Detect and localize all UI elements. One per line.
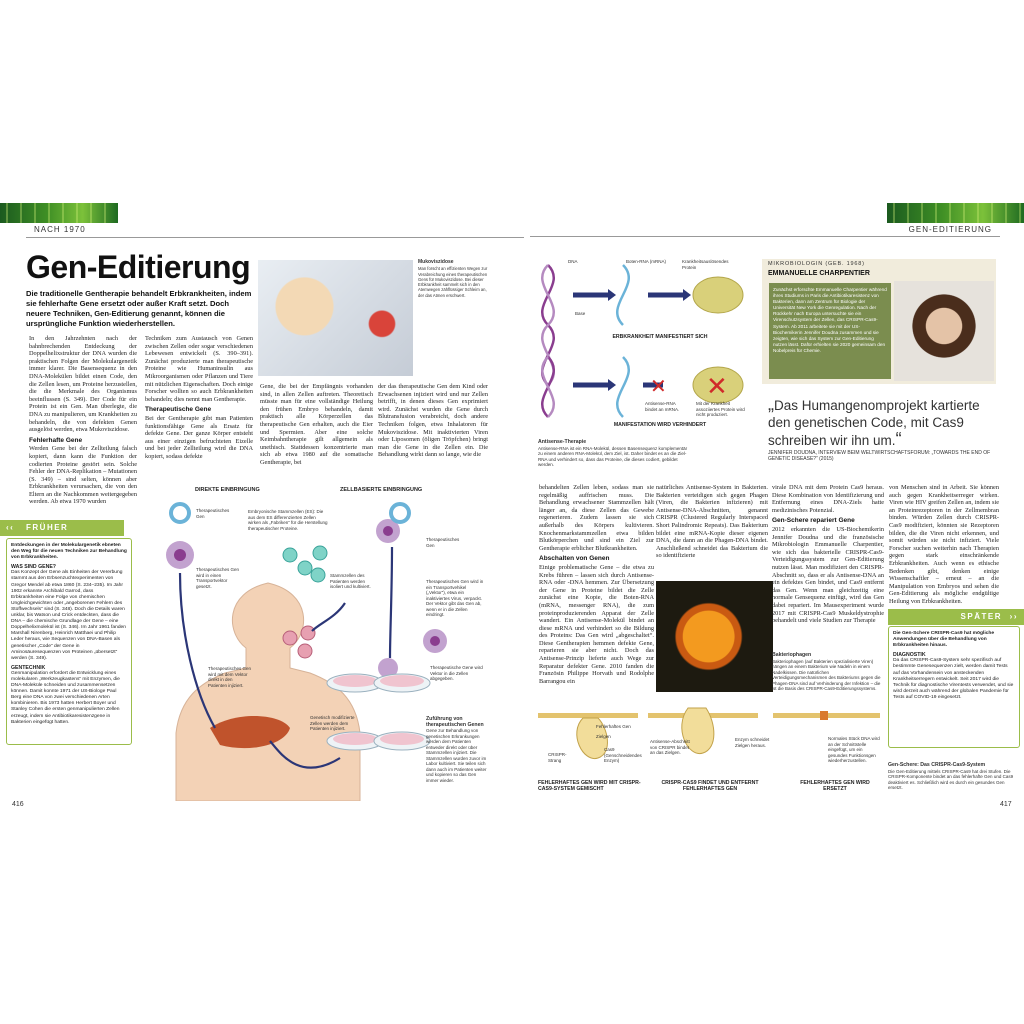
charpentier-portrait	[894, 281, 994, 381]
spaeter-text-1: Da das CRISPR-Cas9-System sehr spezifisch auf bestimmte Genesequenzen zielt, werden damit Tests auf das Vorhandensein von ansteckenden Krankheitserregern entwickelt. Seit 2017 wird die Technik für diagnostische Virentests verwendet, und sie wird derzeit auch während der globalen Pandemie für Tests auf COVID-19 eingesetzt.	[893, 658, 1014, 700]
label-transport-vector: Therapeutisches Gen wird in einen Transportvektor gesetzt.	[196, 567, 240, 589]
page-number-left: 416	[12, 801, 24, 808]
dia-title-prevented: MANIFESTATION WIRD VERHINDERT	[613, 422, 707, 428]
diagram-cell-heading: ZELLBASIERTE EINBRINGUNG	[340, 487, 423, 493]
photo-caption	[418, 260, 488, 298]
crispr-label-faulty: Fehlerhaftes Gen	[596, 724, 631, 729]
dia-dna-label: DNA	[568, 259, 578, 264]
crispr-label-cut: Enzym schneidet Zielgen heraus.	[735, 737, 770, 748]
diagram-direct-heading: DIREKTE EINBRINGUNG	[195, 487, 260, 493]
running-head-left: NACH 1970	[26, 223, 524, 238]
frueher-box	[6, 538, 132, 745]
frueher-text-1: Das Konzept der Gene als Einheiten der Vererbung stammt aus den Erbsenzuchtexperimenten von Gregor Mendel ab etwa 1860 (S. 234–235). Im Jahr 1902 erkannte Archibald Garrod, dass Erbkrankheiten eine Folge von chemischen Ungleichgewichten oder „angeborenen Fehlern des Stoffwechsels“ sind (S. 348). Doch die Details waren unklar, bis Watson und Crick entdeckten, dass die DNA – die chemische Grundlage der Gene – eine Doppelhelixmolekül ist (S. 346). Im Jahr 1961 fanden Marshall Nirenberg, Heinrich Matthaei und Philip Leder heraus, wie Sequenzen von DNA-Basen als genetischer „Code“ der Gene in Aminosäuresequenzen von Proteinen „übersetzt“ werden (S. 349).	[11, 570, 126, 661]
left-col1-heading: Fehlerhafte Gene	[29, 436, 83, 444]
spaeter-intro: Die Gen-Schere CRISPR-Cas9 hat mögliche Anwendungen über die Behandlung von Erbkrankheiten hinaus.	[893, 631, 995, 649]
right-col3-text: virale DNA mit dem Protein Cas9 heraus. Diese Kombination von Identifizierung und Entfernung eines DNA-Ziels hatte medizinisches Potenzial.	[772, 484, 884, 514]
spaeter-arrow-icon: ››	[1009, 612, 1018, 621]
quote-source: JENNIFER DOUDNA, INTERVIEW BEIM WELTWIRTSCHAFTSFORUM: „TOWARDS THE END OF GENETIC DISEASE?“ (2015)	[768, 450, 991, 463]
right-col1-text2: Einige problematische Gene – die etwa zu Krebs führen – lassen sich durch Antisense-RNA oder -DNA hemmen. Zur Übersetzung der Gene in Proteine bildet die Zelle zunächst eine Kopie, die Boten-RNA (mRNA, messenger RNA), die zum proteinproduzierenden Apparat der Zelle wandert. Ein Antisense-Molekül bindet an diese mRNA und verhindert so die Bildung des Proteins: Das Gen wird „abgeschaltet“.	[539, 563, 654, 640]
phage-caption-title: Bakteriophagen	[772, 652, 812, 658]
right-col3-heading: Gen-Schere repariert Gene	[772, 517, 855, 525]
mrna-strand-2	[617, 357, 629, 417]
phage-caption-text: Bakteriophagen (auf Bakterien spezialisierte Viren) hängen an einem Bakterium wie Nadeln in einem Nadelkissen. Die natürlichen Verteidigungsmechanismen des Bakteriums gegen die Phagen-DNA sind auf Verhinderung der Infektion – die ist die Basis des CRISPR-Cas9-Editierungssystems.	[772, 658, 881, 691]
plasmid-icon-2	[391, 504, 409, 522]
left-column-4: der das therapeutische Gen dem Kind oder Erwachsenen injiziert wird und nur Zellen betrifft, in denen dieses Gen exprimiert wird. Zunächst wurden die Gene durch Blutransfusion verabreicht, doch andere Techniken folgen, etwa Inhalatoren für Mukoviszidose. Mit inaktivierten Viren oder Liposomen (öligen Tröpfchen) bringt man die Gene in die Zellen ein. Die Behandlung wirkt dann so lange, wie die	[378, 383, 488, 459]
doudna-quote	[768, 396, 1000, 449]
zufuhrung-title: Zuführung von therapeutischen Genen	[426, 716, 484, 728]
mrna-strand-1	[617, 265, 629, 325]
left-col2-text2: Bei der Gentherapie gibt man Patienten funktionsfähige Gene als Ersatz für defekte Gene. Der ganze Körper entsteht aus einer einzigen befruchteten Eizelle und bei jeder Zellteilung wird die DNA kopiert, sodass defekte	[145, 414, 253, 460]
quote-text: Das Humangenomprojekt kartierte den genetischen Code, mit Cas9 schreiben wir ihn um.	[768, 398, 980, 448]
zufuhrung-caption	[426, 717, 490, 783]
right-column-3	[772, 484, 884, 625]
crispr-caption	[888, 763, 1018, 791]
crispr-repair-mark	[820, 711, 828, 720]
petri-dish-2	[374, 674, 430, 692]
lead-paragraph: Die traditionelle Gentherapie behandelt Erbkrankheiten, indem sie fehlerhafte Gene ersetzt oder außer Kraft setzt. Doch neuere Techniken, Gen-Editierung genannt, können die ursprüngliche Funktion wiederherstellen.	[26, 289, 252, 328]
crispr-label-insert: Normales Stück DNA wird an der Schnittstelle eingefügt, um ein gesundes Funktionsgen wiederherzustellen.	[828, 736, 880, 763]
bacteriophage-photo	[656, 581, 773, 692]
label-embryonic-stem: Embryonische Stammzellen (ES): Die aus dem ES differenzierten Zellen wirken als „Fabriken“ für die Herstellung therapeutischer Proteine.	[248, 509, 328, 531]
child-inhaler-photo	[258, 260, 413, 376]
label-modified-cells: Genetisch modifizierte Zellen werden dem Patienten injiziert.	[310, 715, 355, 731]
frueher-arrow-icon: ‹‹	[6, 523, 15, 532]
right-column-2: natürliches Antisense-System in Bakterien. Bakterien verteidigen sich gegen Phagen (Viren, die Bakterien infizieren) mit Antisense-DNA-Abschnitten, genannt CRISPR (Clustered Regularly Interspaced Short Palindromic Repeats). Das Bakterium bildet eine mRNA-Kopie dieser eigenen DNA, die dann an die Phagen-DNA bindet. Anschließend schneidet das Bakterium die so identifizierte	[656, 484, 768, 560]
left-col2-heading: Therapeutische Gene	[145, 406, 212, 414]
antisense-caption-text: Antisense-RNA ist ein RNA-Molekül, dessen Basensequenz komplementär zu einem anderen RNA-Molekül, dem Ziel, ist. Daher bindet es an die Ziel-RNA und verhindert so, dass das Proteine, die dieses codiert, gebildet werden.	[538, 445, 688, 467]
bio-text: Zunächst erforschte Emmanuelle Charpentier während ihres Studiums in Paris die Antibiotikaresistenz von Bakterien, dann am Zentrum für Biologie der Universität New York die Genregulation. Nach der Rückkehr nach Europa untersuchte sie ein Virenschutzsystem der Zellen, das CRISPR-Cas9-System. Ab 2011 arbeitete sie mit der US-Biochemikerin Jennifer Doudna zusammen und sie zeigten, wie sich das System zur Gen-Editierung nutzen lässt. Dafür erhielten sie 2020 gemeinsam den Nobelpreis für Chemie.	[769, 283, 891, 379]
right-column-1	[539, 484, 654, 685]
right-col3-text3: Im Mausexperiment wurde 2017 mit CRISPR-Cas9 Muskeldystrophie behandelt und viele Studien zur Therapie	[772, 601, 885, 625]
plasmid-icon-1	[171, 504, 189, 522]
dna-helix-1	[542, 265, 554, 385]
quote-open: „	[768, 394, 774, 414]
left-column-2	[145, 335, 253, 461]
right-col1-heading: Abschalten von Genen	[539, 555, 610, 563]
antisense-caption-title: Antisense-Therapie	[538, 439, 587, 445]
crispr-step-3: FEHLERHAFTES GEN WIRD ERSETZT	[800, 780, 870, 792]
virus-icon-4	[423, 629, 447, 653]
left-col1-text: In den Jahrzehnten nach der bahnbrechenden Entdeckung der Doppelhelixstruktur der DNA wurden die praktischen Folgen der Molekulargenetik immer klarer. Die Basensequenz in den DNA-Molekülen bildet einen Code, den die Zellen lesen, um Proteine herzustellen, die die Merkmale des Organismus beeinflussen (S. 349). Der Code für ein Protein ist ein Gen. Man überlegte, die DNA zu manipulieren, um Krankheiten zu behandeln, die von defekten Genen ausgelöst werden, etwa Mukoviszidose.	[29, 335, 137, 434]
virus-icon-1	[166, 541, 194, 569]
label-vector-cells: Therapeutische Gene wird Vektor in die Zellen abgegeben.	[430, 665, 483, 681]
block-x-2: ✕	[706, 371, 728, 401]
crispr-step-1: FEHLERHAFTES GEN WIRD MIT CRISPR-CAS9-SYSTEM GEMISCHT	[538, 780, 641, 792]
frueher-tag-label: FRÜHER	[26, 523, 69, 532]
page-title: Gen-Editierung	[26, 249, 251, 285]
left-col1-text2: Werden Gene bei der Zellteilung falsch kopiert, dann kann die Funktion der codierten Proteine gestört sein. Solche Fehler der DNA-Replikation – Mutationen (S. 349) – sind selten, können aber Erbkrankheiten verursachen, die von den Eltern an die Nachkommen weitergegeben werden. Ab etwa 1970 wurden	[29, 445, 137, 506]
crispr-label-strand: CRISPR-Strang	[548, 752, 567, 763]
spaeter-tag	[888, 609, 1024, 625]
dia-title-manifest: ERBKRANKHEIT MANIFESTIERT SICH	[612, 334, 708, 340]
label-virus-package: Therapeutisches Gen wird in ein Transportvehikel („Vektor“), etwa ein inaktiviertes Virus, verpackt. Der Vektor gibt das Gen ab, wenn er in die Zellen eindringt.	[426, 579, 484, 617]
book-spread	[0, 203, 1024, 813]
block-x-1: ✕	[650, 376, 667, 398]
stem-cells	[283, 546, 327, 582]
frueher-heading-1: WAS SIND GENE?	[11, 564, 56, 571]
crispr-caption-title: Gen-Schere: Das CRISPR-Cas9-System	[888, 762, 986, 768]
header-band-right	[887, 203, 1024, 223]
phage-caption	[772, 653, 882, 692]
right-column-4: von Menschen sind in Arbeit. Sie können auch gegen Krankheitserreger wirken. Viren wie HIV greifen Zellen an, indem sie an Proteinrezeptoren in der Zellmembran binden. Würden Zellen durch CRISPR-Cas9 modifiziert, könnten sie Rezeptoren bilden, die die Viren nicht erkennen, und somit würden sie nicht infiziert. Viele Forscher suchen weiterhin nach Therapien gegen stark einschränkende Erbkrankheiten. Auch wenn es ethische Bedenken gibt, denken einige Wissenschaftler – erneut – an die Manipulation von Embryos und sehen die Gen-Editierung als mögliche endgültige Heilung von Erbkrankheiten.	[889, 484, 999, 605]
dia-protein-label: Krankheitsauslösendes Protein	[682, 259, 729, 270]
label-stem-isolated: Stammzellen des Patienten werden isoliert und kultiviert.	[330, 573, 371, 589]
spaeter-box	[888, 626, 1020, 748]
crispr-label-bind: Antisense-Abschnitt von CRISPR bindet an das Zielgen.	[650, 739, 690, 755]
spaeter-tag-label: SPÄTER	[960, 612, 1002, 621]
quote-close: “	[895, 429, 902, 449]
frueher-heading-2: GENTECHNIK	[11, 664, 46, 671]
right-col3-text2: 2012 erkannten die US-Biochemikerin Jennifer Doudna und die französische Mikrobiologin Emmanuelle Charpentier, wie sich das bakterielle CRISPR-Cas9-Verteidigungssystem zur Gen-Editierung nutzen lässt. Man modifiziert den CRISPR-Abschnitt so, dass er als Antisense-DNA an ein defektes Gen bindet, und Cas9 entfernt das Gen. Wenn man gleichzeitig eine normale Gensequenz einfügt, wird das Gen dabei repariert.	[772, 525, 884, 609]
frueher-text-2: Genmanipulation erfordert die Entwicklung eines molekularen „Werkzeugkastens“ mit Enzymen, die DNA-Moleküle schneiden und zusammensetzen können. Damit konnte 1971 der US-Biologe Paul Berg eine DNA von zwei verschiedenen Arten kombinieren. Bis 1973 hatten Herbert Boyer und Stanley Cohen die ersten genmanipulierten Zellen erzeugt, indem sie Antibiotikaresistenzgene in Bakterien eingefügt hatten.	[11, 670, 120, 725]
running-head-right: GEN-EDITIERUNG	[530, 223, 1000, 237]
label-therapeutic-gene-2: Therapeutisches Gen	[426, 537, 460, 548]
dia-base-label: Base	[575, 311, 586, 316]
page-number-right: 417	[1000, 801, 1012, 808]
right-col1-text: behandelten Zellen leben, sodass man sie regelmäßig auffrischen muss. Die Behandlung erwachsener Stammzellen hält länger an, da diese Zellen das Gewebe regenerieren. Zudem lassen sie sich außerhalb des Körpers kultivieren. Knochenmarkstammzellen etwa bilden Blutkörperchen und sind ein Ziel zur Gentherapie erblicher Blutkrankheiten.	[539, 484, 654, 552]
frueher-tag	[0, 520, 124, 536]
spaeter-heading-1: DIAGNOSTIK	[893, 652, 926, 659]
bio-name: EMMANUELLE CHARPENTIER	[768, 270, 870, 277]
header-band-left	[0, 203, 118, 223]
antisense-caption	[538, 440, 688, 468]
dia-mrna-label: Boten-RNA (mRNA)	[626, 259, 667, 264]
dna-helix-2	[542, 357, 554, 417]
left-col2-text: Techniken zum Austausch von Genen zwischen Zellen oder sogar verschiedenen Lebewesen entwickelt (S. 390–391). Zunächst produzierte man therapeutische Proteine wie Humaninsulin aus Mikroorganismen oder Pflanzen und Tiere mit nützlichen Eigenschaften. Doch einige Forscher wollten so auch Erbkrankheiten behandeln; dies nennt man Gentherapie.	[145, 335, 253, 403]
left-column-3: Gene, die bei der Empfängnis vorhanden sind, in allen Zellen auftreten. Theoretisch müsste man für eine vollständige Heilung den frühen Embryo behandeln, damit praktisch alle Körperzellen das therapeutische Gen erhalten, auch die Eier und Spermien. Aber eine solche Keimbahntherapie gilt allgemein als unethisch. Stattdessen konzentrierte man sich ab etwa 1980 auf die somatische Gentherapie, bei	[260, 383, 373, 466]
zufuhrung-text: Gene zur Behandlung von genetischen Erkrankungen werden dem Patienten entweder direkt oder über Stammzellen injiziert. Die Stammzellen wurden zuvor im Labor kultiviert. Sie teilen sich dann auch im Patienten weiter und kopieren so das Gen immer wieder.	[426, 728, 487, 783]
crispr-step-2: CRISPR-CAS9 FINDET UND ENTFERNT FEHLERHAFTES GEN	[661, 780, 759, 792]
crispr-dna-bar-1	[538, 713, 638, 718]
right-col1-text3: Diese Gentherapien hemmen defekte Gene, reparieren sie aber nicht. Doch das Antisense-Prinzip lieferte auch Wege zur Reparatur defekter Gene. 2010 fanden die Französin Philippe Horvath und Rodolphe Barrangou ein	[539, 639, 654, 685]
petri-dish-4	[374, 732, 430, 750]
crispr-caption-text: Die Gen-Editierung mittels CRISPR-Cas9 hat drei Stufen. Die CRISPR-Komponente bindet an das fehlerhafte Gen und Cas9 deaktiviert es. Schließlich wird es durch ein gesundes Gen ersetzt.	[888, 768, 1014, 790]
label-therapeutic-gene-1: Therapeutisches Gen	[196, 508, 230, 519]
frueher-intro: Entdeckungen in der Molekulargenetik ebneten den Weg für die neuen Techniken zur Behandlung von Erbkrankheiten.	[11, 543, 127, 561]
dia-antisense-label: Antisense-RNA bindet an mRNA.	[645, 401, 680, 412]
dia-blocked-label: Mit der Krankheit assoziiertes Protein wird nicht produziert.	[696, 401, 745, 417]
photo-caption-title: Mukoviszidose	[418, 259, 454, 265]
photo-caption-text: Man forscht an effizienten Wegen zur Verabreichung eines therapeutischen Gens für Mukoviszidose. Bei dieser Erbkrankheit sammelt sich in den Atemwegen zähflüssiger Schleim an, der das Atmen erschwert.	[418, 266, 488, 298]
crispr-label-target: Zielgen	[596, 734, 611, 739]
crispr-label-cas9: Cas9 (Genschneidendes Enzym)	[604, 747, 642, 763]
bio-profession: MIKROBIOLOGIN (GEB. 1968)	[768, 261, 865, 267]
protein-blob-1	[693, 277, 743, 313]
left-column-1	[29, 335, 137, 506]
label-direct-injection: Therapeutisches Gen wird mit dem Vektor direkt in den Patienten injiziert.	[208, 666, 252, 688]
